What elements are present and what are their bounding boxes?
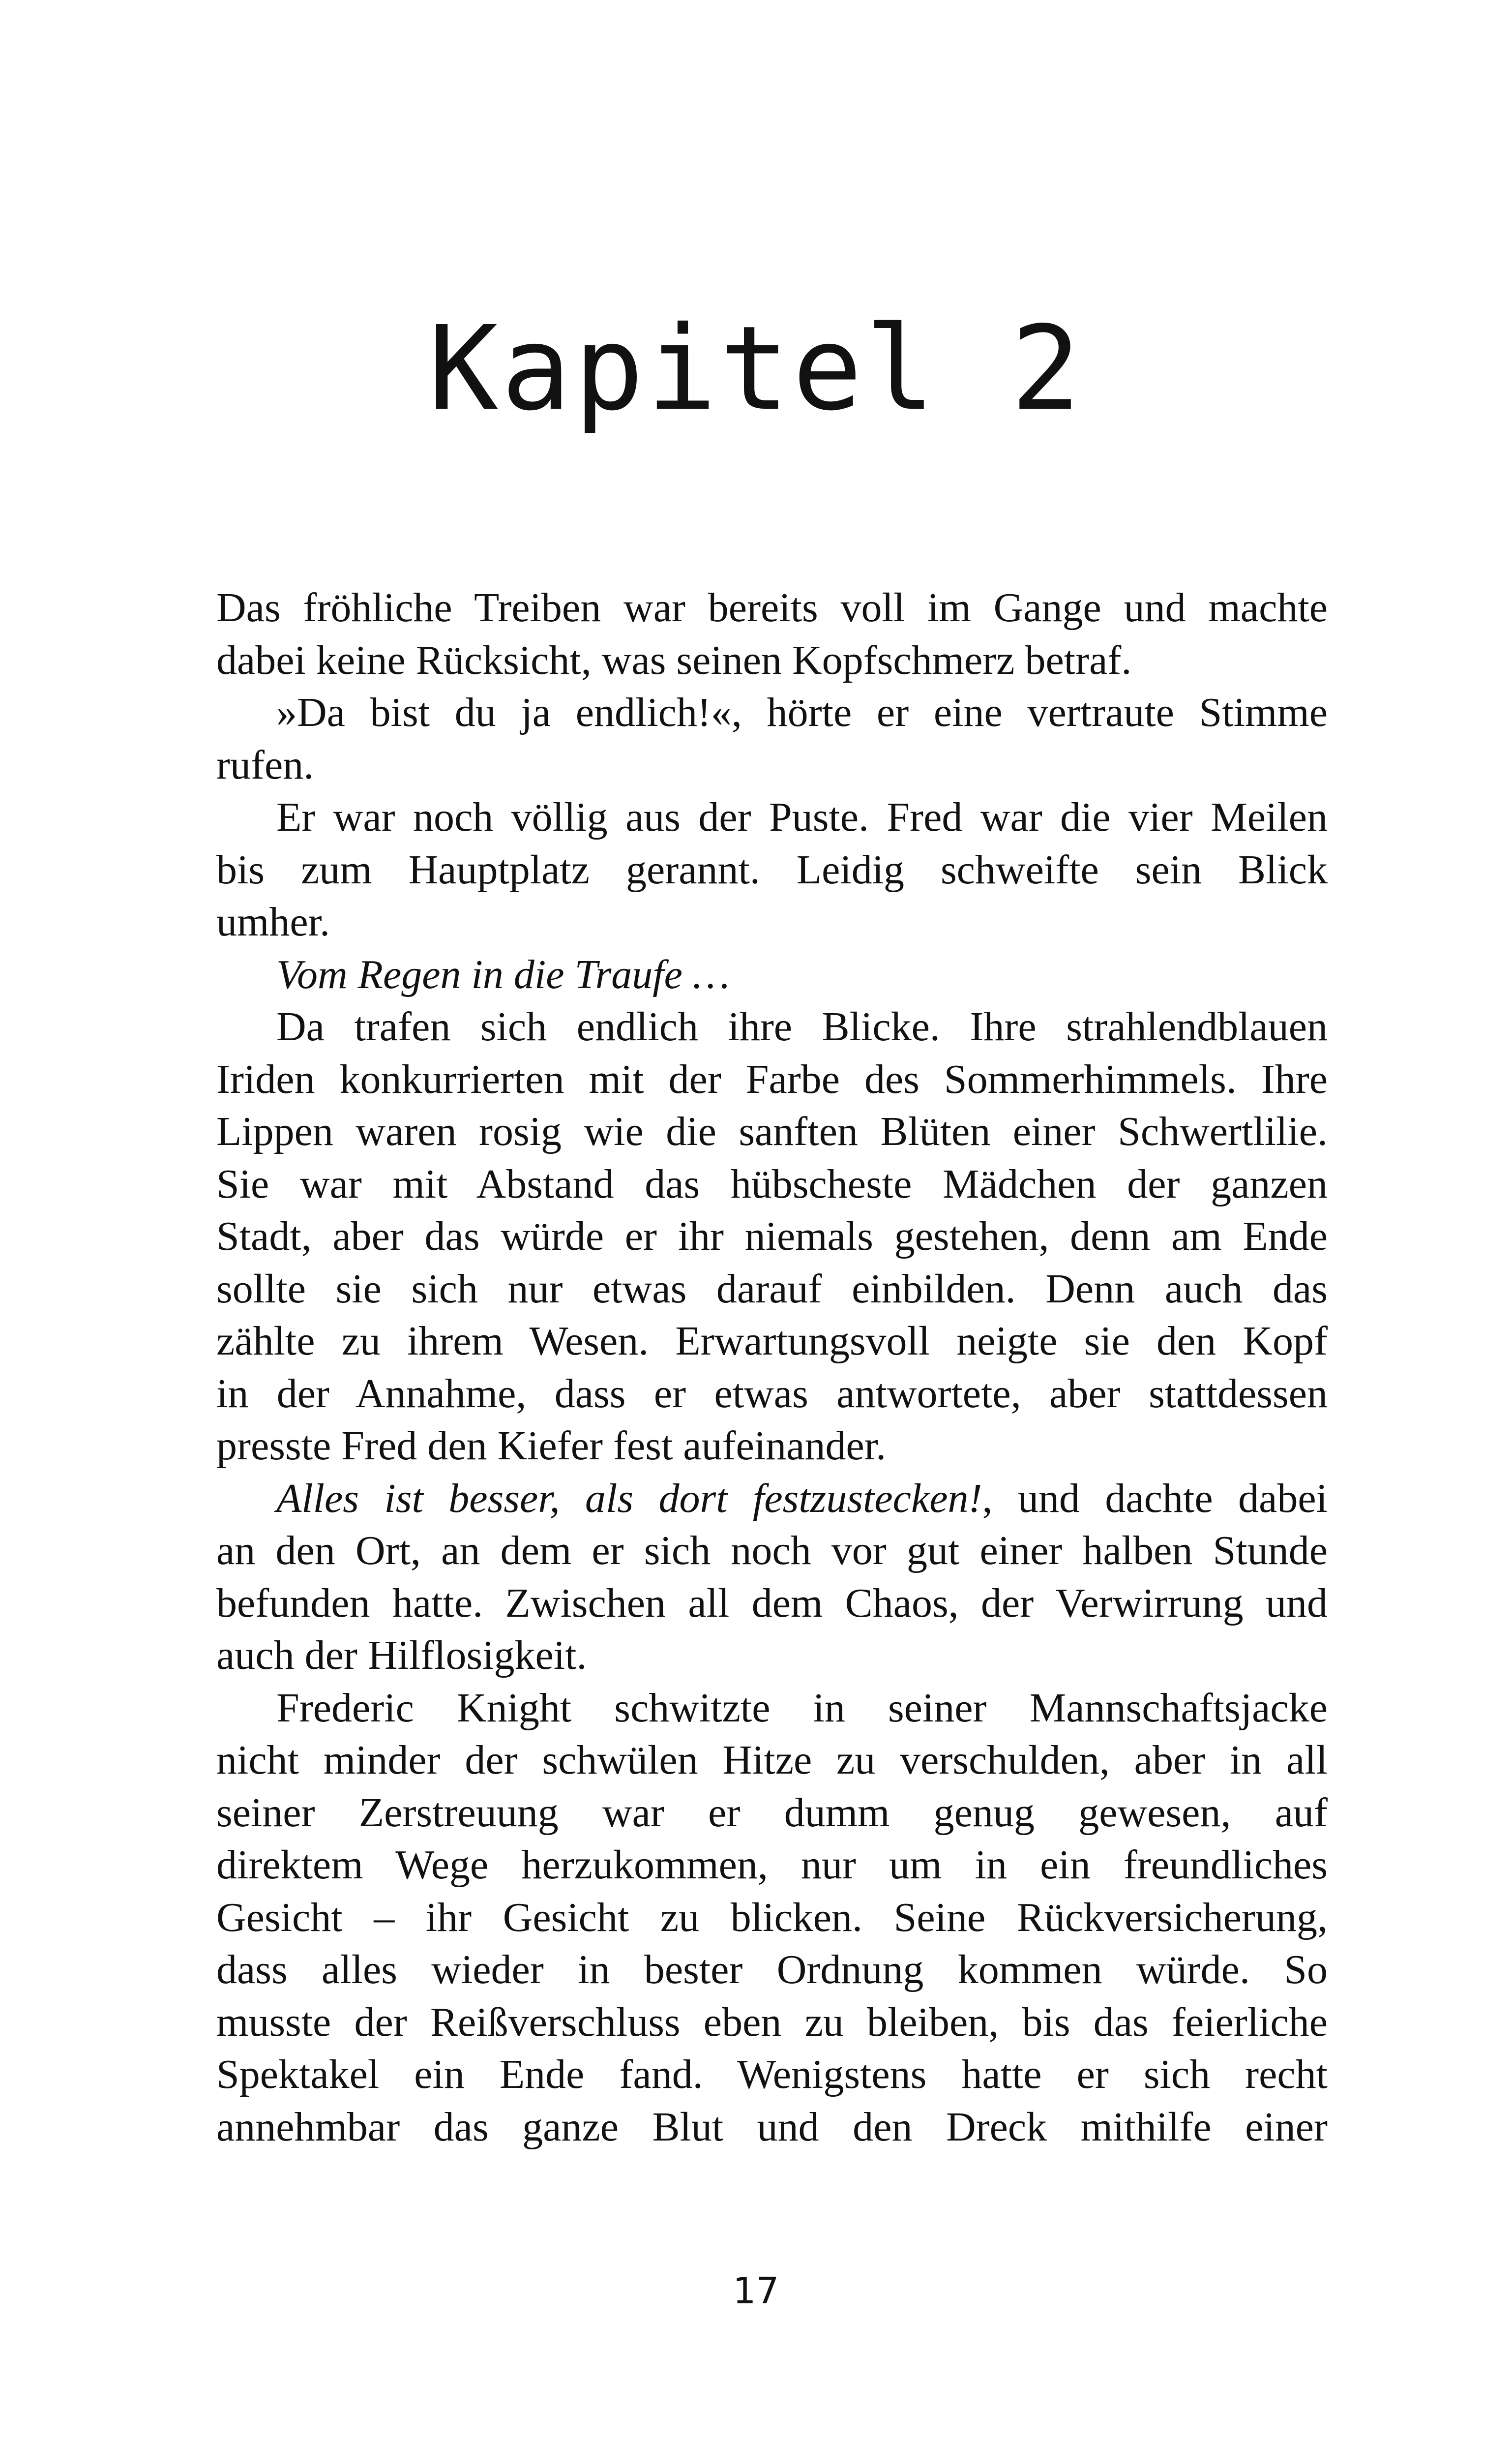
text-line [216,1473,1328,1525]
line-text: seiner Zerstreuung war er dumm genug gewesen, auf [216,1789,1328,1836]
text-line [216,2049,1328,2101]
line-text: nicht minder der schwülen Hitze zu verschulden, aber in all [216,1737,1328,1783]
text-line [216,1839,1328,1892]
text-line [216,1734,1328,1787]
line-text: umher. [216,899,330,945]
chapter-body-text [216,582,1328,2153]
text-line [216,1210,1328,1263]
text-line [216,582,1328,634]
line-text: sollte sie sich nur etwas darauf einbilden. Denn auch das [216,1266,1328,1312]
line-text: in der Annahme, dass er etwas antwortete, aber stattdessen [216,1370,1328,1417]
line-text: , und dachte dabei [982,1475,1328,1521]
line-text: bis zum Hauptplatz gerannt. Leidig schweifte sein Blick [216,846,1328,893]
line-text: annehmbar das ganze Blut und den Dreck mithilfe einer [216,2104,1328,2150]
line-text: rufen. [216,742,314,788]
text-line [216,1315,1328,1368]
text-line [216,791,1328,844]
line-text: Iriden konkurrierten mit der Farbe des Sommerhimmels. Ihre [216,1056,1328,1102]
line-text: Frederic Knight schwitzte in seiner Mannschaftsjacke [276,1685,1328,1731]
text-line [216,1682,1328,1735]
text-line [216,949,1328,1001]
line-text: auch der Hilflosigkeit. [216,1632,587,1678]
text-line [216,1054,1328,1106]
text-line [216,1629,1328,1682]
line-text: »Da bist du ja endlich!«, hörte er eine vertraute Stimme [276,690,1328,735]
line-text: direktem Wege herzukommen, nur um in ein freundliches [216,1842,1328,1888]
line-text: Gesicht – ihr Gesicht zu blicken. Seine Rückversicherung, [216,1894,1328,1940]
line-text: presste Fred den Kiefer fest aufeinander. [216,1423,887,1469]
italic-thought: Alles ist besser, als dort festzustecken! [276,1475,982,1521]
text-line [216,1996,1328,2049]
line-text: Stadt, aber das würde er ihr niemals gestehen, denn am Ende [216,1213,1328,1259]
text-line [216,1525,1328,1577]
line-text: dass alles wieder in bester Ordnung kommen würde. So [216,1947,1328,1992]
line-text: befunden hatte. Zwischen all dem Chaos, der Verwirrung und [216,1580,1328,1626]
text-line [216,1892,1328,1944]
text-line [216,844,1328,897]
text-line [216,2101,1328,2154]
line-text: Spektakel ein Ende fand. Wenigstens hatte er sich recht [216,2051,1328,2097]
line-text: an den Ort, an dem er sich noch vor gut einer halben Stunde [216,1528,1328,1573]
text-line [216,1158,1328,1211]
text-line [216,896,1328,949]
text-line [216,687,1328,739]
text-line [216,1577,1328,1630]
line-text: musste der Reißverschluss eben zu bleiben, bis das feierliche [216,1999,1328,2045]
text-line [216,1420,1328,1473]
line-text: Das fröhliche Treiben war bereits voll im Gange und machte [216,585,1328,631]
text-line [216,634,1328,687]
text-line [216,1263,1328,1316]
line-text: dabei keine Rücksicht, was seinen Kopfschmerz betraf. [216,637,1132,683]
text-line [216,739,1328,792]
text-line [216,1787,1328,1840]
page-number: 17 [733,2270,779,2312]
line-text: Lippen waren rosig wie die sanften Blüten einer Schwertlilie. [216,1109,1328,1154]
text-line [216,1368,1328,1420]
line-text: Da trafen sich endlich ihre Blicke. Ihre strahlendblauen [276,1004,1328,1050]
line-text: Sie war mit Abstand das hübscheste Mädchen der ganzen [216,1161,1328,1207]
chapter-title: Kapitel 2 [428,301,1084,436]
line-text: Er war noch völlig aus der Puste. Fred war die vier Meilen [276,794,1328,840]
line-text: zählte zu ihrem Wesen. Erwartungsvoll neigte sie den Kopf [216,1318,1328,1364]
italic-thought: Vom Regen in die Traufe … [276,951,730,997]
text-line [216,1001,1328,1054]
text-line [216,1106,1328,1158]
text-line [216,1944,1328,1996]
